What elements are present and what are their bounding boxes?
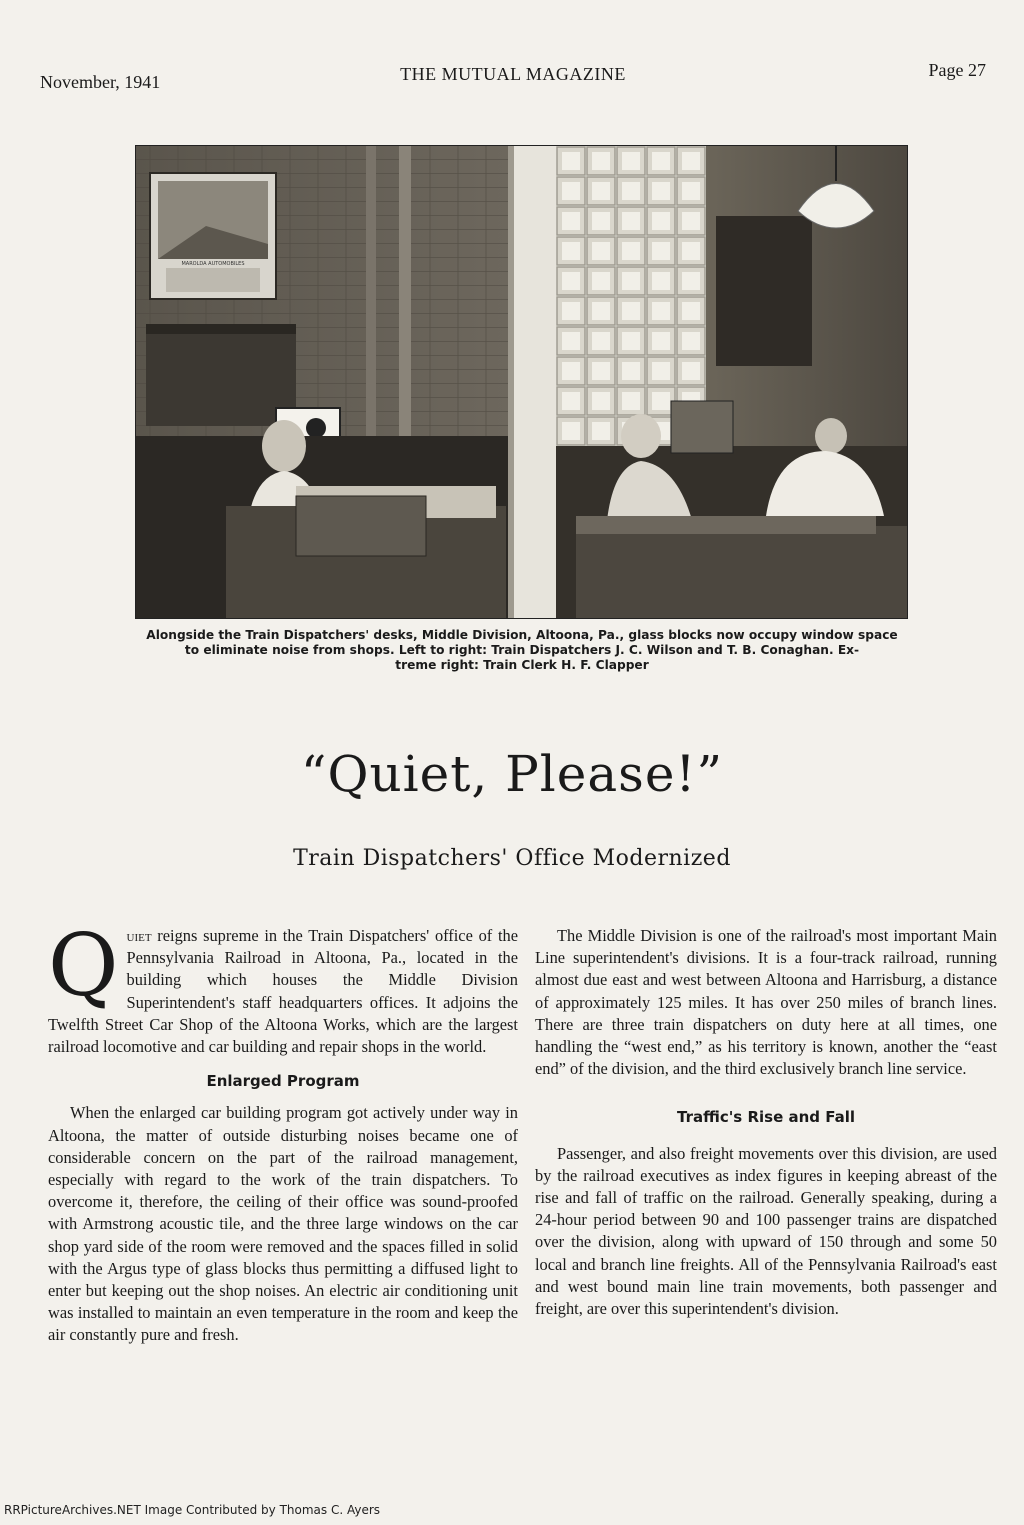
paragraph-4: Passenger, and also freight movements over this division, are used by the railroad executives as index figures in keeping abreast of the rise and fall of traffic on the railroad. Generally speaking, during a 24-hour period between 90 and 100 passenger trains are dispatched over the division, along with upward of 150 through and some 50 local and branch line freights. All of the Pennsylvania Railroad's east and west bound main line train movements, both passenger and freight, are over this superintendent's division. xyxy=(535,1143,997,1319)
heading-enlarged-program: Enlarged Program xyxy=(206,1072,360,1091)
article-subtitle: Train Dispatchers' Office Modernized xyxy=(293,846,731,871)
calendar-label: MAROLDA AUTOMOBILES xyxy=(181,261,245,267)
caption-line-3: treme right: Train Clerk H. F. Clapper xyxy=(395,658,649,672)
heading-traffic: Traffic's Rise and Fall xyxy=(676,1108,855,1127)
article-title: “Quiet, Please!” xyxy=(300,745,724,803)
paragraph-1 xyxy=(48,916,518,1058)
image-credit: RRPictureArchives.NET Image Contributed by Thomas C. Ayers xyxy=(4,1503,381,1517)
paragraph-2: When the enlarged car building program got actively under way in Altoona, the matter of outside disturbing noises became one of considerable concern on the part of the railroad management, especially with regard to the work of the train dispatchers. To overcome it, therefore, the ceiling of their office was sound-proofed with Armstrong acoustic tile, and the three large windows on the car shop yard side of the room were removed and the spaces filled in solid with the Argus type of glass blocks thus permitting a diffused light to enter but keeping out the shop noises. An electric air conditioning unit was installed to maintain an even temperature in the room and keep the air constantly pure and fresh. xyxy=(48,1103,518,1345)
photo-caption xyxy=(132,628,912,673)
issue-date: November, 1941 xyxy=(40,72,161,92)
office-photo xyxy=(135,145,908,619)
drop-cap: Q xyxy=(48,916,119,1016)
caption-line-1: Alongside the Train Dispatchers' desks, Middle Division, Altoona, Pa., glass blocks now occupy window space xyxy=(146,628,898,642)
column-right xyxy=(535,925,997,1320)
office-photo-illustration xyxy=(136,146,907,618)
paragraph-3: The Middle Division is one of the railroad's most important Main Line superintendent's divisions. It is a four-track railroad, running almost due east and west between Altoona and Harrisburg, a distance of approximately 125 miles. It has over 250 miles of branch lines. There are three train dispatchers on duty here at all times, one handling the “west end,” as his territory is known, another the “east end” of the division, and the third exclusively branch line service. xyxy=(535,926,997,1079)
magazine-title: THE MUTUAL MAGAZINE xyxy=(400,64,626,84)
caption-line-2: to eliminate noise from shops. Left to right: Train Dispatchers J. C. Wilson and T. B. Conaghan. Ex- xyxy=(184,643,860,657)
paragraph-1-text: reigns supreme in the Train Dispatchers' office of the Pennsylvania Railroad in Altoona, Pa., located in the building which houses the Middle Division Superintendent's staff headquarters offices. It adjoins the Twelfth Street Car Shop of the Altoona Works, which are the largest railroad locomotive and car building and repair shops in the world. xyxy=(48,926,518,1057)
page-number: Page 27 xyxy=(928,60,986,80)
column-left xyxy=(48,916,518,1347)
page-header xyxy=(40,58,986,92)
lead-word: uiet xyxy=(126,926,152,945)
